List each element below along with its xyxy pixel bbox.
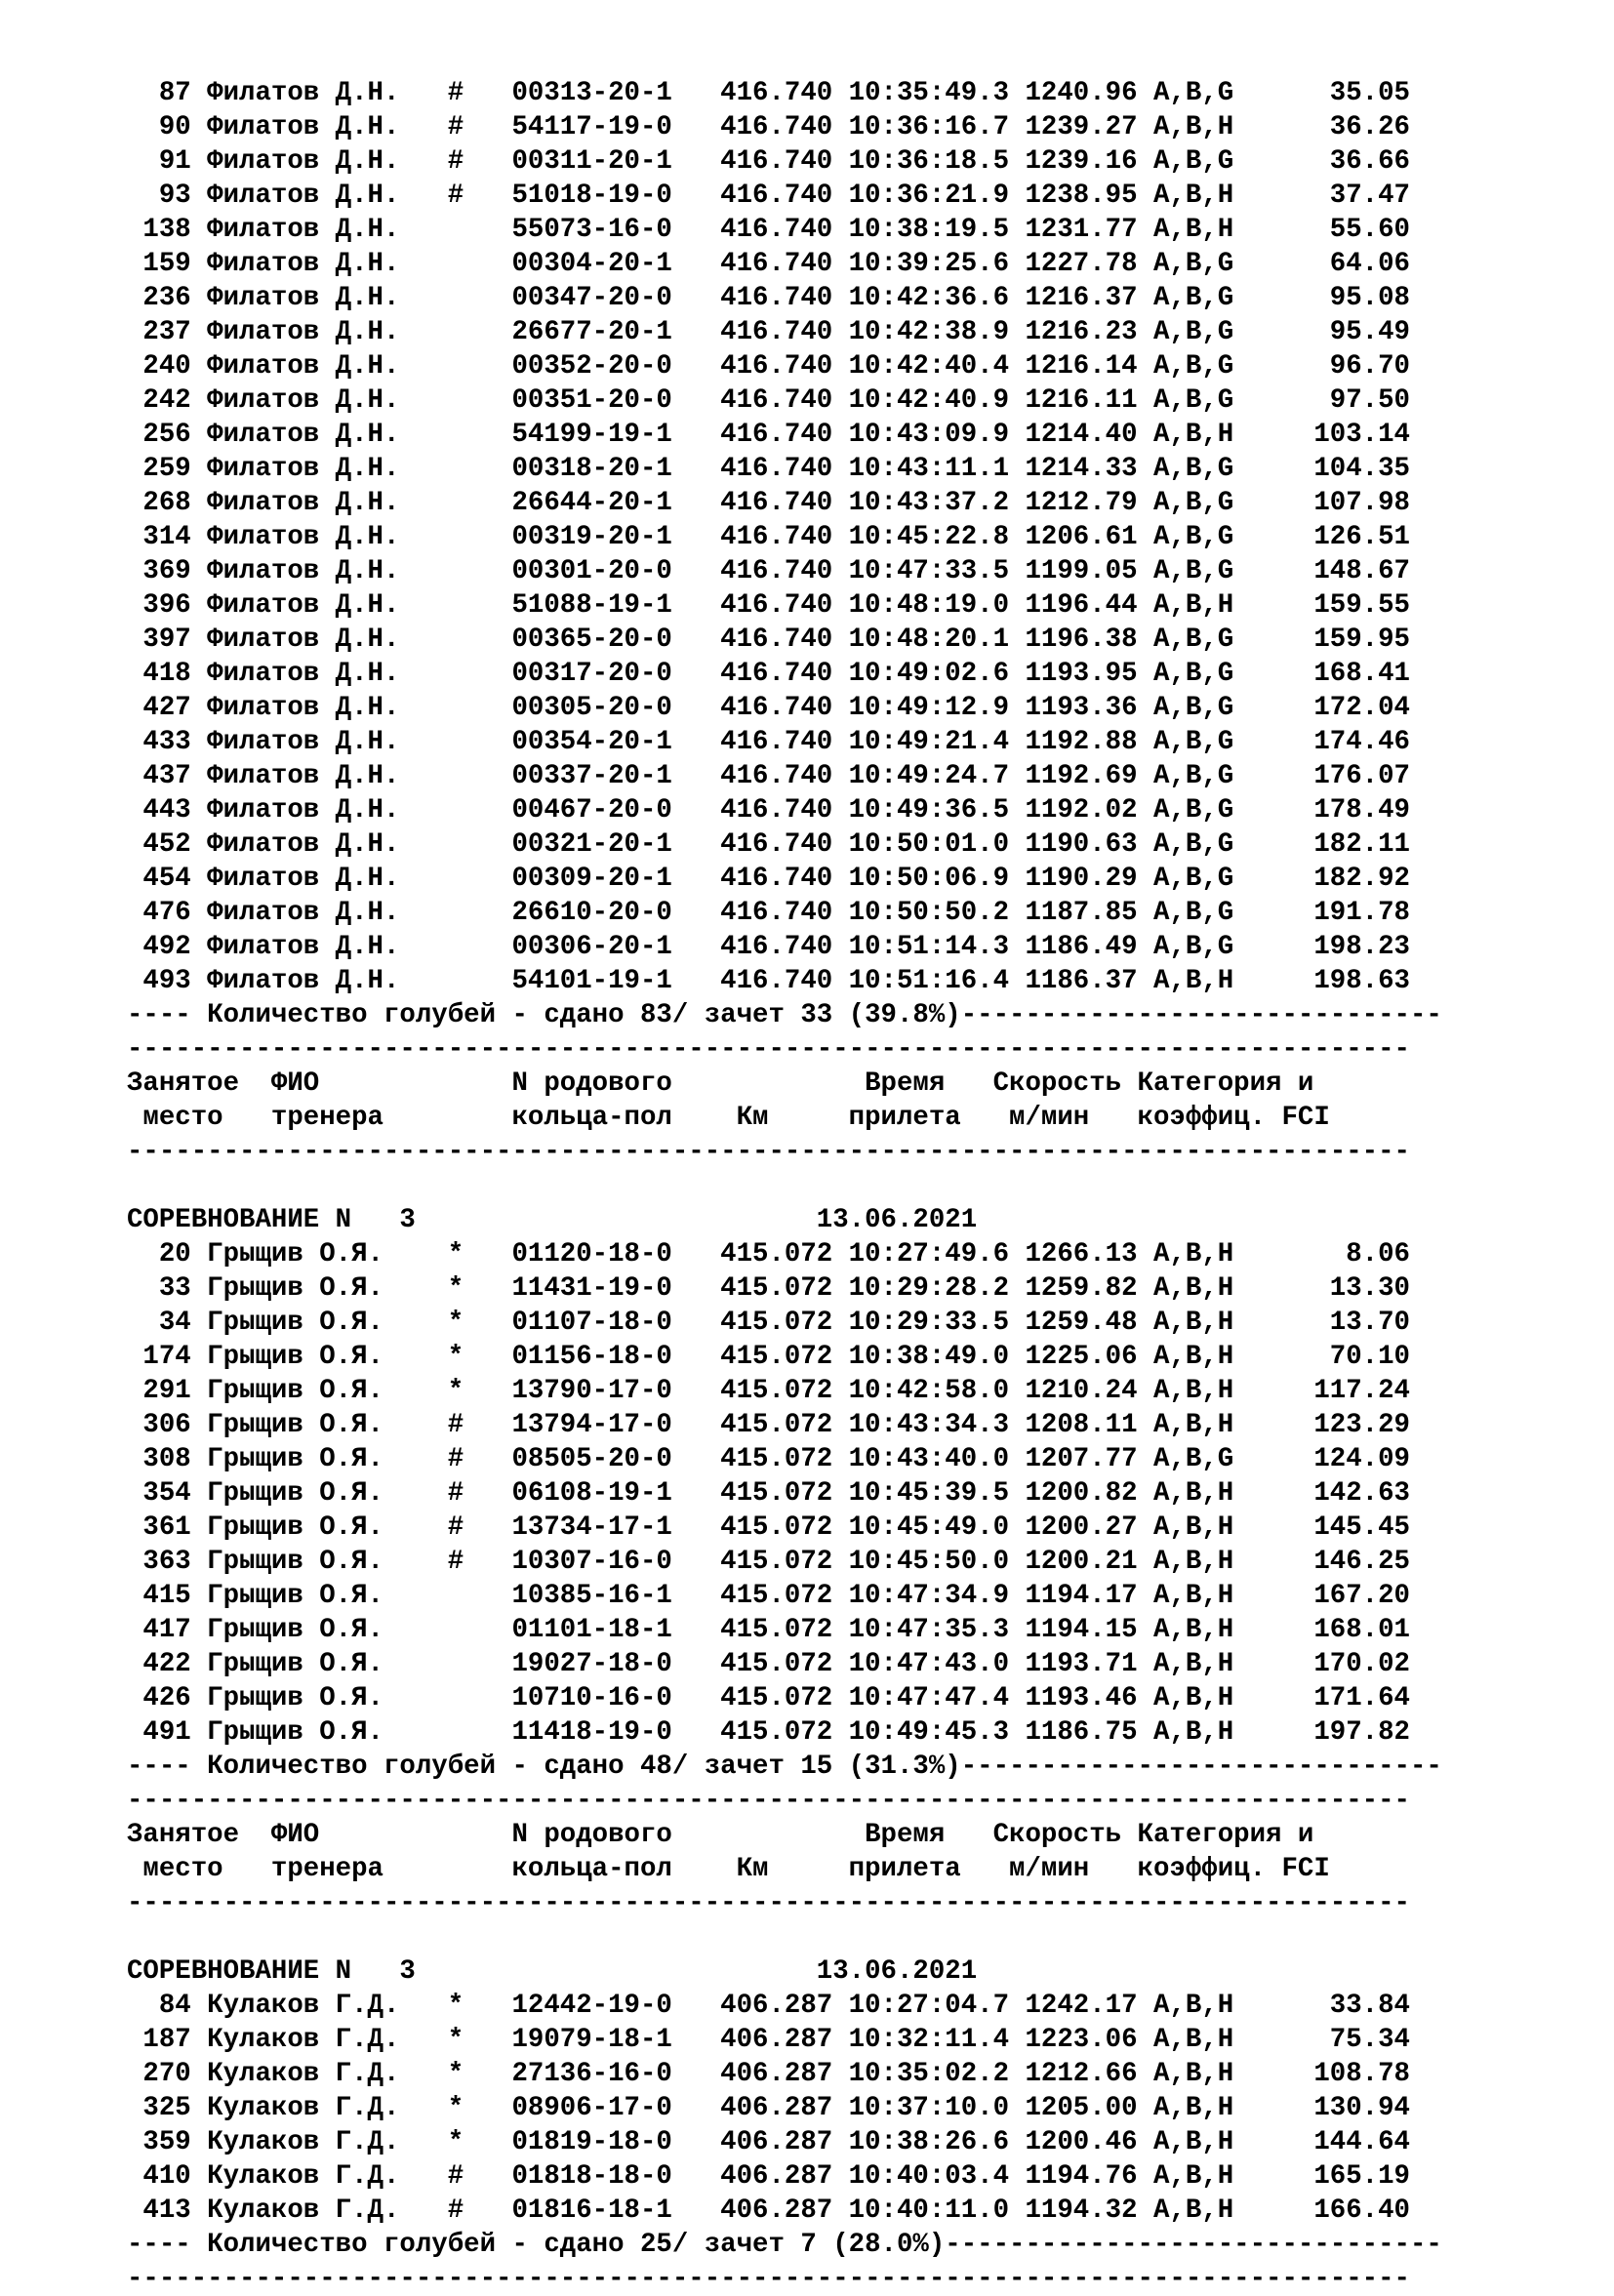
result-row: 138 Филатов Д.Н. 55073-16-0 416.740 10:38:19.5 1231.77 A,B,H 55.60 xyxy=(127,215,1410,245)
section-header-line: Занятое ФИО N родового Время Скорость Категория и xyxy=(127,1820,1314,1850)
result-row: 90 Филатов Д.Н. # 54117-19-0 416.740 10:36:16.7 1239.27 A,B,H 36.26 xyxy=(127,112,1410,142)
result-row: 443 Филатов Д.Н. 00467-20-0 416.740 10:49:36.5 1192.02 A,B,G 178.49 xyxy=(127,795,1410,826)
result-row: 291 Грыщив О.Я. * 13790-17-0 415.072 10:42:58.0 1210.24 A,B,H 117.24 xyxy=(127,1376,1410,1406)
section-header-line xyxy=(127,1169,1442,1203)
section-header-line: Занятое ФИО N родового Время Скорость Категория и xyxy=(127,1068,1314,1099)
result-row: 361 Грыщив О.Я. # 13734-17-1 415.072 10:45:49.0 1200.27 A,B,H 145.45 xyxy=(127,1512,1410,1543)
result-row: 369 Филатов Д.Н. 00301-20-0 416.740 10:47:33.5 1199.05 A,B,G 148.67 xyxy=(127,556,1410,586)
result-row: 359 Кулаков Г.Д. * 01819-18-0 406.287 10:38:26.6 1200.46 A,B,H 144.64 xyxy=(127,2127,1410,2157)
result-row: 187 Кулаков Г.Д. * 19079-18-1 406.287 10:32:11.4 1223.06 A,B,H 75.34 xyxy=(127,2025,1410,2055)
result-row: 454 Филатов Д.Н. 00309-20-1 416.740 10:50:06.9 1190.29 A,B,G 182.92 xyxy=(127,864,1410,894)
result-row: 306 Грыщив О.Я. # 13794-17-0 415.072 10:43:34.3 1208.11 A,B,H 123.29 xyxy=(127,1410,1410,1440)
result-row: 87 Филатов Д.Н. # 00313-20-1 416.740 10:35:49.3 1240.96 A,B,G 35.05 xyxy=(127,78,1410,108)
result-row: 236 Филатов Д.Н. 00347-20-0 416.740 10:42:36.6 1216.37 A,B,G 95.08 xyxy=(127,283,1410,313)
result-row: 308 Грыщив О.Я. # 08505-20-0 415.072 10:43:40.0 1207.77 A,B,G 124.09 xyxy=(127,1444,1410,1474)
result-row: 84 Кулаков Г.Д. * 12442-19-0 406.287 10:27:04.7 1242.17 A,B,H 33.84 xyxy=(127,1991,1410,2021)
result-row: 433 Филатов Д.Н. 00354-20-1 416.740 10:49:21.4 1192.88 A,B,G 174.46 xyxy=(127,727,1410,757)
section-summary: ---- Количество голубей - сдано 25/ зачет 7 (28.0%)------------------------------- xyxy=(127,2230,1442,2260)
section-summary: ---- Количество голубей - сдано 83/ зачет 33 (39.8%)------------------------------ xyxy=(127,1000,1442,1030)
result-row: 417 Грыщив О.Я. 01101-18-1 415.072 10:47:35.3 1194.15 A,B,H 168.01 xyxy=(127,1615,1410,1645)
section-header-line: -------------------------------------------------------------------------------- xyxy=(127,1034,1410,1065)
result-row: 452 Филатов Д.Н. 00321-20-1 416.740 10:50:01.0 1190.63 A,B,G 182.11 xyxy=(127,829,1410,860)
result-row: 314 Филатов Д.Н. 00319-20-1 416.740 10:45:22.8 1206.61 A,B,G 126.51 xyxy=(127,522,1410,552)
result-row: 476 Филатов Д.Н. 26610-20-0 416.740 10:50:50.2 1187.85 A,B,G 191.78 xyxy=(127,898,1410,928)
result-row: 91 Филатов Д.Н. # 00311-20-1 416.740 10:36:18.5 1239.16 A,B,G 36.66 xyxy=(127,146,1410,177)
result-row: 256 Филатов Д.Н. 54199-19-1 416.740 10:43:09.9 1214.40 A,B,H 103.14 xyxy=(127,420,1410,450)
result-row: 397 Филатов Д.Н. 00365-20-0 416.740 10:48:20.1 1196.38 A,B,G 159.95 xyxy=(127,624,1410,655)
footer-rule: -------------------------------------------------------------------------------- xyxy=(127,2264,1410,2294)
result-row: 493 Филатов Д.Н. 54101-19-1 416.740 10:51:16.4 1186.37 A,B,H 198.63 xyxy=(127,966,1410,996)
result-row: 418 Филатов Д.Н. 00317-20-0 416.740 10:49:02.6 1193.95 A,B,G 168.41 xyxy=(127,659,1410,689)
result-row: 93 Филатов Д.Н. # 51018-19-0 416.740 10:36:21.9 1238.95 A,B,H 37.47 xyxy=(127,181,1410,211)
result-row: 415 Грыщив О.Я. 10385-16-1 415.072 10:47:34.9 1194.17 A,B,H 167.20 xyxy=(127,1581,1410,1611)
result-row: 396 Филатов Д.Н. 51088-19-1 416.740 10:48:19.0 1196.44 A,B,H 159.55 xyxy=(127,590,1410,621)
section-header-line: -------------------------------------------------------------------------------- xyxy=(127,1137,1410,1167)
result-row: 410 Кулаков Г.Д. # 01818-18-0 406.287 10:40:03.4 1194.76 A,B,H 165.19 xyxy=(127,2161,1410,2192)
result-row: 33 Грыщив О.Я. * 11431-19-0 415.072 10:29:28.2 1259.82 A,B,H 13.30 xyxy=(127,1273,1410,1304)
results-report xyxy=(127,76,1442,2296)
result-row: 174 Грыщив О.Я. * 01156-18-0 415.072 10:38:49.0 1225.06 A,B,H 70.10 xyxy=(127,1342,1410,1372)
section-header-line xyxy=(127,1920,1442,1954)
result-row: 159 Филатов Д.Н. 00304-20-1 416.740 10:39:25.6 1227.78 A,B,G 64.06 xyxy=(127,249,1410,279)
result-row: 413 Кулаков Г.Д. # 01816-18-1 406.287 10:40:11.0 1194.32 A,B,H 166.40 xyxy=(127,2195,1410,2226)
result-row: 437 Филатов Д.Н. 00337-20-1 416.740 10:49:24.7 1192.69 A,B,G 176.07 xyxy=(127,761,1410,791)
result-row: 20 Грыщив О.Я. * 01120-18-0 415.072 10:27:49.6 1266.13 A,B,H 8.06 xyxy=(127,1239,1410,1269)
result-row: 363 Грыщив О.Я. # 10307-16-0 415.072 10:45:50.0 1200.21 A,B,H 146.25 xyxy=(127,1547,1410,1577)
result-row: 237 Филатов Д.Н. 26677-20-1 416.740 10:42:38.9 1216.23 A,B,G 95.49 xyxy=(127,317,1410,347)
result-row: 242 Филатов Д.Н. 00351-20-0 416.740 10:42:40.9 1216.11 A,B,G 97.50 xyxy=(127,385,1410,416)
section-header-line: СОРЕВНОВАНИЕ N 3 13.06.2021 xyxy=(127,1956,978,1987)
result-row: 268 Филатов Д.Н. 26644-20-1 416.740 10:43:37.2 1212.79 A,B,G 107.98 xyxy=(127,488,1410,518)
result-row: 270 Кулаков Г.Д. * 27136-16-0 406.287 10:35:02.2 1212.66 A,B,H 108.78 xyxy=(127,2059,1410,2089)
section-summary: ---- Количество голубей - сдано 48/ зачет 15 (31.3%)------------------------------ xyxy=(127,1752,1442,1782)
result-row: 354 Грыщив О.Я. # 06108-19-1 415.072 10:45:39.5 1200.82 A,B,H 142.63 xyxy=(127,1478,1410,1509)
result-row: 259 Филатов Д.Н. 00318-20-1 416.740 10:43:11.1 1214.33 A,B,G 104.35 xyxy=(127,454,1410,484)
section-header-line: -------------------------------------------------------------------------------- xyxy=(127,1786,1410,1816)
result-row: 240 Филатов Д.Н. 00352-20-0 416.740 10:42:40.4 1216.14 A,B,G 96.70 xyxy=(127,351,1410,382)
section-header-line: -------------------------------------------------------------------------------- xyxy=(127,1888,1410,1918)
section-header-line: СОРЕВНОВАНИЕ N 3 13.06.2021 xyxy=(127,1205,978,1235)
result-row: 426 Грыщив О.Я. 10710-16-0 415.072 10:47:47.4 1193.46 A,B,H 171.64 xyxy=(127,1683,1410,1713)
result-row: 492 Филатов Д.Н. 00306-20-1 416.740 10:51:14.3 1186.49 A,B,G 198.23 xyxy=(127,932,1410,962)
result-row: 422 Грыщив О.Я. 19027-18-0 415.072 10:47:43.0 1193.71 A,B,H 170.02 xyxy=(127,1649,1410,1679)
section-header-line: место тренера кольца-пол Км прилета м/мин коэффиц. FCI xyxy=(127,1103,1330,1133)
result-row: 325 Кулаков Г.Д. * 08906-17-0 406.287 10:37:10.0 1205.00 A,B,H 130.94 xyxy=(127,2093,1410,2123)
result-row: 427 Филатов Д.Н. 00305-20-0 416.740 10:49:12.9 1193.36 A,B,G 172.04 xyxy=(127,693,1410,723)
result-row: 34 Грыщив О.Я. * 01107-18-0 415.072 10:29:33.5 1259.48 A,B,H 13.70 xyxy=(127,1308,1410,1338)
section-header-line: место тренера кольца-пол Км прилета м/мин коэффиц. FCI xyxy=(127,1854,1330,1884)
result-row: 491 Грыщив О.Я. 11418-19-0 415.072 10:49:45.3 1186.75 A,B,H 197.82 xyxy=(127,1717,1410,1748)
